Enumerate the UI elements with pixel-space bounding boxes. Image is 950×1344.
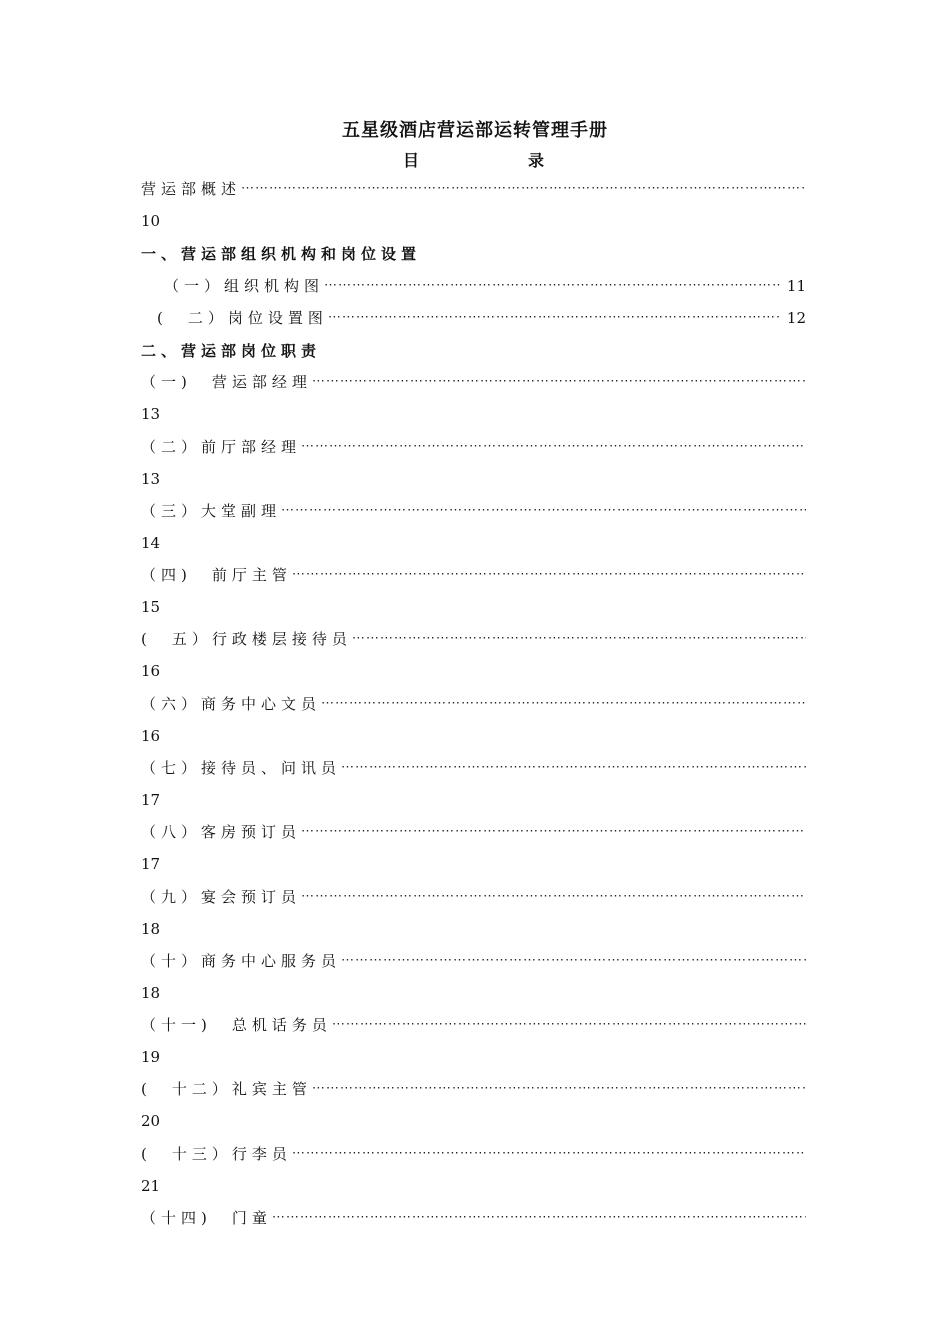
toc-leader-dots (281, 500, 806, 522)
toc-section-label: 一、营运部组织机构和岗位设置 (141, 245, 422, 263)
toc-leader-dots (301, 436, 806, 458)
toc-entry-label: （三）大堂副理 (141, 502, 282, 520)
toc-entry-page: 20 (141, 1112, 161, 1130)
toc-entry[interactable] (141, 886, 806, 908)
toc-entry[interactable] (141, 1143, 806, 1165)
toc-entry-position-chart[interactable] (157, 307, 806, 329)
toc-entry-page: 18 (141, 984, 161, 1002)
toc-entry-label: （九）宴会预订员 (141, 888, 302, 906)
toc-entry-label: ( 十二）礼宾主管 (141, 1080, 312, 1098)
toc-entry-label: （一）组织机构图 (164, 277, 325, 295)
toc-leader-dots (324, 275, 781, 297)
document-title: 五星级酒店营运部运转管理手册 (342, 120, 608, 141)
toc-entry-page: 21 (141, 1177, 161, 1195)
toc-entry-page: 17 (141, 791, 161, 809)
toc-leader-dots (321, 693, 806, 715)
toc-entry[interactable] (141, 821, 806, 843)
toc-entry[interactable] (141, 1014, 806, 1036)
toc-entry-org-chart[interactable] (164, 275, 806, 297)
toc-entry-page: 15 (141, 598, 161, 616)
toc-leader-dots (352, 628, 806, 650)
toc-entry-label: （七）接待员、问讯员 (141, 759, 342, 777)
toc-entry-page: 13 (141, 405, 161, 423)
toc-entry-page: 16 (141, 662, 161, 680)
toc-entry-label: （十一) 总机话务员 (141, 1016, 332, 1034)
toc-entry-page: 13 (141, 470, 161, 488)
toc-entry-page: 17 (141, 855, 161, 873)
toc-entry[interactable] (141, 950, 806, 972)
toc-entry-page: 11 (786, 277, 806, 295)
toc-leader-dots (272, 1207, 806, 1229)
toc-entry-page: 14 (141, 534, 161, 552)
toc-section-1[interactable] (141, 243, 806, 265)
toc-entry-label: 营运部概述 (141, 180, 242, 198)
toc-entry-page: 18 (141, 920, 161, 938)
toc-entry[interactable] (141, 564, 806, 586)
toc-entry[interactable] (141, 436, 806, 458)
toc-entry-label: （四) 前厅主管 (141, 566, 292, 584)
toc-entry-label: （六）商务中心文员 (141, 695, 322, 713)
toc-section-label: 二、营运部岗位职责 (141, 342, 322, 360)
toc-heading-left: 目 (403, 151, 420, 170)
toc-section-2[interactable] (141, 340, 806, 362)
toc-leader-dots (241, 178, 806, 200)
toc-entry[interactable] (141, 500, 806, 522)
toc-leader-dots (341, 950, 806, 972)
toc-leader-dots (341, 757, 806, 779)
toc-entry-page: 12 (786, 309, 806, 327)
toc-leader-dots (292, 1143, 806, 1165)
toc-entry-label: （十四) 门童 (141, 1209, 272, 1227)
toc-leader-dots (312, 371, 806, 393)
toc-heading-right: 录 (528, 151, 545, 170)
toc-entry-page: 10 (141, 212, 161, 230)
toc-entry[interactable] (141, 371, 806, 393)
toc-entry-page: 16 (141, 727, 161, 745)
toc-leader-dots (328, 307, 781, 329)
toc-leader-dots (301, 886, 806, 908)
toc-leader-dots (292, 564, 806, 586)
toc-entry-label: （十）商务中心服务员 (141, 952, 342, 970)
toc-leader-dots (332, 1014, 806, 1036)
toc-entry[interactable] (141, 757, 806, 779)
toc-entry-label: ( 二）岗位设置图 (157, 309, 328, 327)
toc-leader-dots (301, 821, 806, 843)
toc-entry[interactable] (141, 693, 806, 715)
toc-leader-dots (312, 1078, 806, 1100)
toc-entry[interactable] (141, 628, 806, 650)
toc-entry-label: （一) 营运部经理 (141, 373, 312, 391)
toc-entry[interactable] (141, 1078, 806, 1100)
toc-entry-page: 19 (141, 1048, 161, 1066)
toc-entry[interactable] (141, 1207, 806, 1229)
toc-heading (0, 148, 950, 170)
toc-entry-label: （八）客房预订员 (141, 823, 302, 841)
toc-entry-label: （二）前厅部经理 (141, 438, 302, 456)
toc-entry-overview[interactable] (141, 178, 806, 200)
toc-entry-label: ( 五）行政楼层接待员 (141, 630, 352, 648)
toc-entry-label: ( 十三）行李员 (141, 1145, 292, 1163)
